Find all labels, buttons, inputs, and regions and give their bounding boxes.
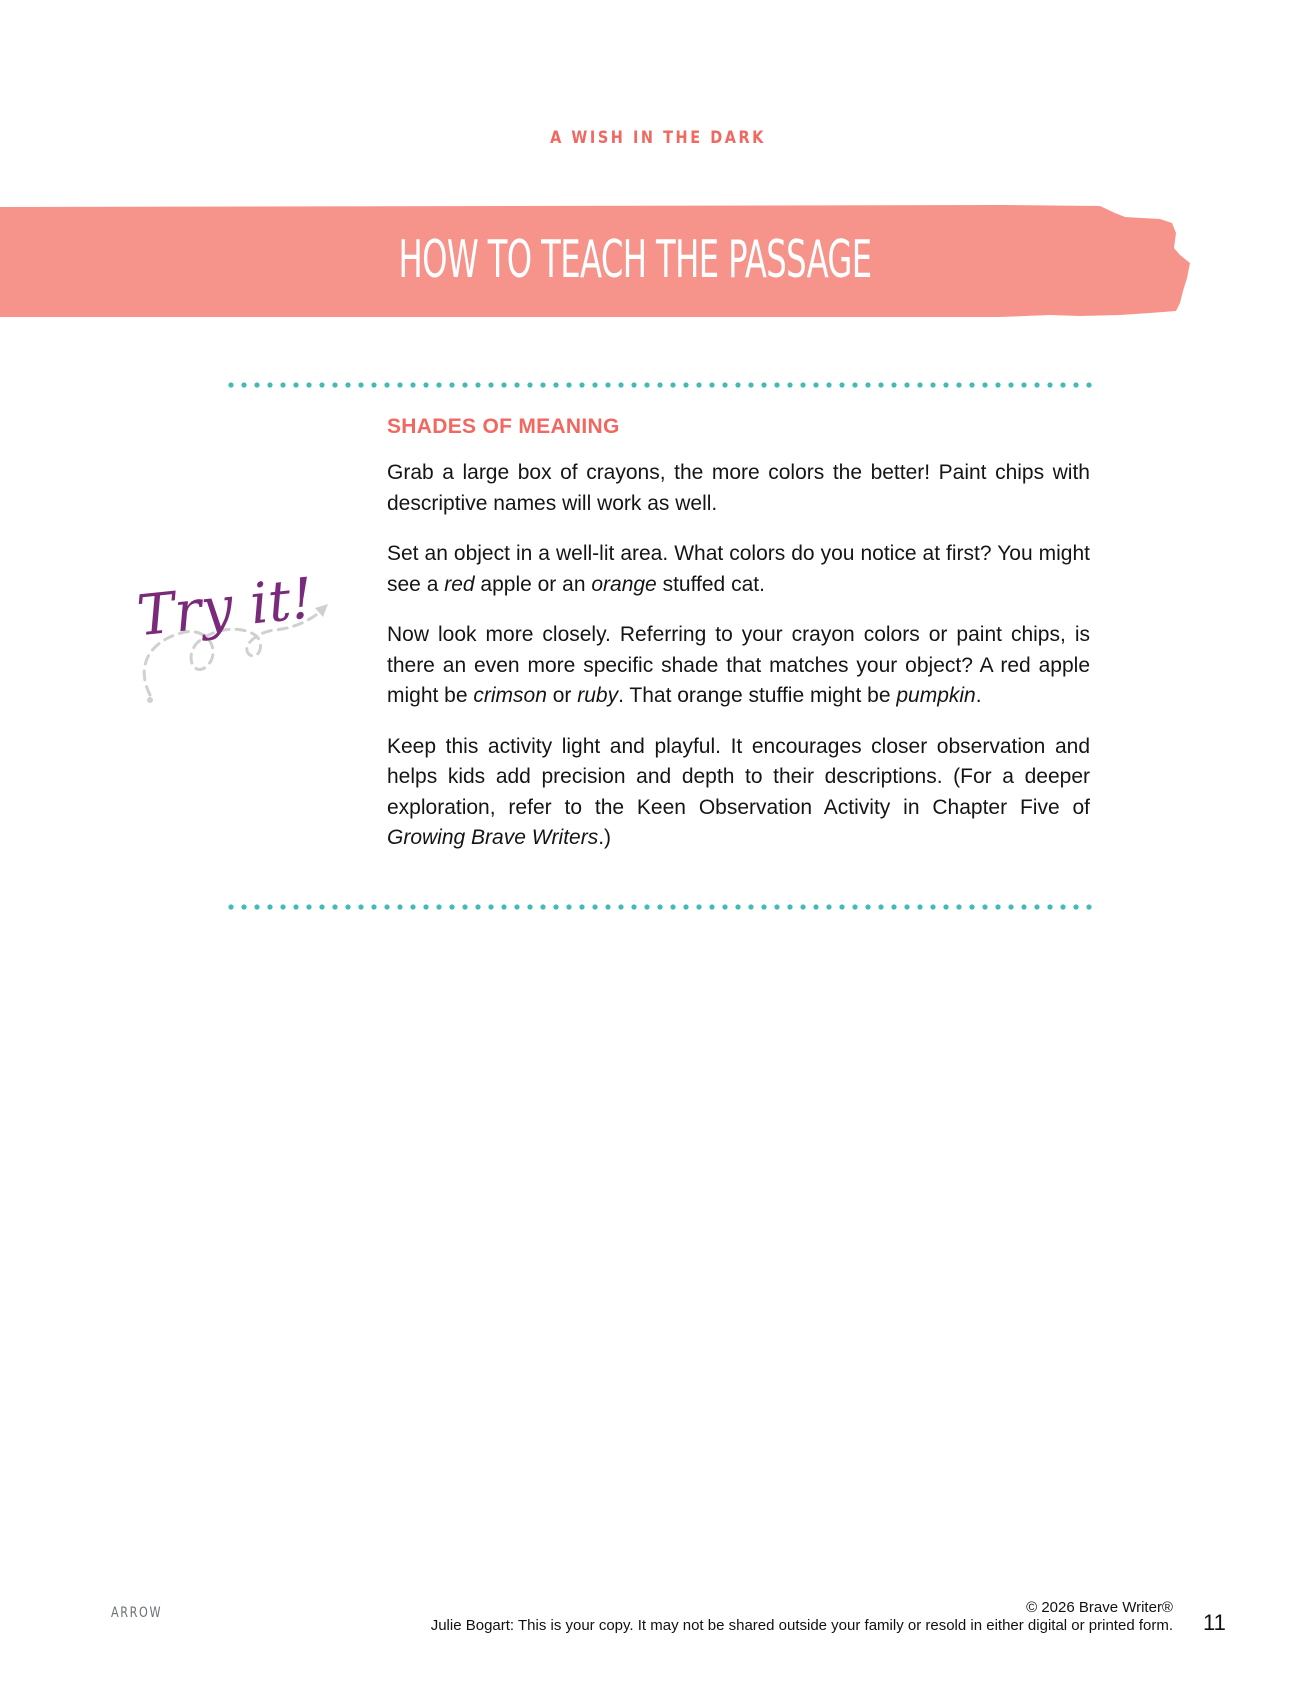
divider-dot xyxy=(267,382,272,387)
divider-dot xyxy=(800,904,805,909)
divider-dot xyxy=(618,904,623,909)
divider-dot xyxy=(293,904,298,909)
divider-dot xyxy=(397,904,402,909)
divider-dot xyxy=(670,904,675,909)
divider-dot xyxy=(735,904,740,909)
divider-dot xyxy=(553,382,558,387)
divider-dot xyxy=(826,382,831,387)
divider-dot xyxy=(319,382,324,387)
divider-dot xyxy=(1073,904,1078,909)
divider-dot xyxy=(254,382,259,387)
italic-term: red xyxy=(444,572,475,596)
divider-dot xyxy=(384,382,389,387)
divider-dot xyxy=(826,904,831,909)
divider-dot xyxy=(1034,382,1039,387)
divider-dot xyxy=(917,382,922,387)
divider-dot xyxy=(228,382,233,387)
divider-dot xyxy=(761,382,766,387)
divider-dot xyxy=(566,382,571,387)
divider-dot xyxy=(709,382,714,387)
divider-dot xyxy=(605,382,610,387)
divider-dot xyxy=(852,904,857,909)
divider-dot xyxy=(878,904,883,909)
divider-dot xyxy=(280,904,285,909)
divider-dot xyxy=(943,904,948,909)
divider-dot xyxy=(501,904,506,909)
divider-dot xyxy=(449,904,454,909)
banner-title: HOW TO TEACH THE PASSAGE xyxy=(398,230,872,290)
divider-dot xyxy=(371,382,376,387)
divider-dot xyxy=(228,904,233,909)
divider-dot xyxy=(1047,382,1052,387)
divider-dot xyxy=(787,382,792,387)
divider-dot xyxy=(631,904,636,909)
divider-dot xyxy=(514,382,519,387)
text-run: Set an object in a well-lit area. What colors do you notice at first? You might see a xyxy=(387,542,1090,596)
divider-dot xyxy=(618,382,623,387)
paragraph-4 xyxy=(387,732,1090,854)
divider-dot xyxy=(1008,904,1013,909)
italic-term: orange xyxy=(591,572,657,596)
divider-dot xyxy=(553,904,558,909)
divider-dot xyxy=(280,382,285,387)
divider-dot xyxy=(982,904,987,909)
divider-dot xyxy=(605,904,610,909)
divider-dot xyxy=(995,904,1000,909)
divider-dot xyxy=(592,382,597,387)
divider-dot xyxy=(995,382,1000,387)
try-it-text: Try it! xyxy=(133,570,317,650)
divider-dot xyxy=(839,904,844,909)
divider-dot xyxy=(969,904,974,909)
divider-dot xyxy=(319,904,324,909)
divider-dot xyxy=(722,904,727,909)
divider-dot xyxy=(904,904,909,909)
divider-dot xyxy=(631,382,636,387)
divider-dot xyxy=(904,382,909,387)
divider-dot xyxy=(956,904,961,909)
divider-dot xyxy=(410,382,415,387)
divider-dot xyxy=(241,904,246,909)
divider-dot xyxy=(787,904,792,909)
try-it-badge xyxy=(130,570,340,730)
divider-dot xyxy=(384,904,389,909)
paragraph-1 xyxy=(387,458,1090,519)
divider-dot xyxy=(865,382,870,387)
section-heading: SHADES OF MEANING xyxy=(387,415,620,438)
divider-dot xyxy=(657,904,662,909)
divider-dot xyxy=(1086,904,1091,909)
divider-dot xyxy=(878,382,883,387)
divider-dot xyxy=(683,382,688,387)
text-run: Grab a large box of crayons, the more colors the better! Paint chips with descriptive names will work as well. xyxy=(387,461,1090,515)
divider-dot xyxy=(930,382,935,387)
footer-copyright-block xyxy=(431,1599,1173,1635)
page-number: 11 xyxy=(1203,1610,1226,1635)
dotted-divider-top xyxy=(228,381,1092,389)
divider-dot xyxy=(579,904,584,909)
divider-dot xyxy=(254,904,259,909)
divider-dot xyxy=(761,904,766,909)
divider-dot xyxy=(527,382,532,387)
divider-dot xyxy=(670,382,675,387)
divider-dot xyxy=(306,904,311,909)
divider-dot xyxy=(722,382,727,387)
divider-dot xyxy=(397,382,402,387)
divider-dot xyxy=(488,382,493,387)
divider-dot xyxy=(1008,382,1013,387)
divider-dot xyxy=(527,904,532,909)
divider-dot xyxy=(696,382,701,387)
divider-dot xyxy=(462,382,467,387)
divider-dot xyxy=(696,904,701,909)
running-head: A WISH IN THE DARK xyxy=(550,128,766,148)
divider-dot xyxy=(644,382,649,387)
divider-dot xyxy=(241,382,246,387)
divider-dot xyxy=(267,904,272,909)
divider-dot xyxy=(1021,382,1026,387)
divider-dot xyxy=(358,904,363,909)
divider-dot xyxy=(748,904,753,909)
divider-dot xyxy=(1060,904,1065,909)
divider-dot xyxy=(982,382,987,387)
text-run: . xyxy=(975,684,982,707)
text-run: apple or an xyxy=(474,572,592,596)
divider-dot xyxy=(1086,382,1091,387)
divider-dot xyxy=(683,904,688,909)
divider-dot xyxy=(813,904,818,909)
text-run: stuffed cat. xyxy=(656,572,765,596)
copyright: © 2026 Brave Writer® xyxy=(1026,1599,1173,1616)
divider-dot xyxy=(748,382,753,387)
divider-dot xyxy=(579,382,584,387)
text-run: Now look more closely. Referring to your crayon colors or paint chips, is there an even more specific shade that matches your object? A red apple might be xyxy=(387,623,1090,707)
text-run: or xyxy=(546,684,578,707)
divider-dot xyxy=(644,904,649,909)
italic-term: crimson xyxy=(473,684,547,707)
divider-dot xyxy=(839,382,844,387)
divider-dot xyxy=(475,904,480,909)
divider-dot xyxy=(917,904,922,909)
divider-dot xyxy=(449,382,454,387)
callout-body xyxy=(387,458,1090,874)
footer-left-label: ARROW xyxy=(111,1605,163,1621)
dotted-rule xyxy=(228,381,1092,389)
divider-dot xyxy=(514,904,519,909)
divider-dot xyxy=(358,382,363,387)
divider-dot xyxy=(1047,904,1052,909)
divider-dot xyxy=(566,904,571,909)
italic-term: pumpkin xyxy=(896,684,976,707)
text-run: . That orange stuffie might be xyxy=(618,684,897,707)
divider-dot xyxy=(1034,904,1039,909)
divider-dot xyxy=(345,904,350,909)
divider-dot xyxy=(774,904,779,909)
arrow-tail-dot xyxy=(147,697,153,703)
divider-dot xyxy=(709,904,714,909)
divider-dot xyxy=(956,382,961,387)
divider-dot xyxy=(1021,904,1026,909)
divider-dot xyxy=(423,382,428,387)
try-it-graphic xyxy=(130,570,340,730)
divider-dot xyxy=(865,904,870,909)
paragraph-3 xyxy=(387,620,1090,712)
divider-dot xyxy=(774,382,779,387)
divider-dot xyxy=(813,382,818,387)
text-run: Keep this activity light and playful. It encourages closer observation and helps kids add precision and depth to their descriptions. (For a deeper exploration, refer to the Keen Observation Activity in Chapter Five of xyxy=(387,734,1090,819)
dotted-divider-bottom xyxy=(228,903,1092,911)
divider-dot xyxy=(371,904,376,909)
divider-dot xyxy=(891,382,896,387)
text-run: .) xyxy=(598,826,612,849)
divider-dot xyxy=(540,382,545,387)
dotted-rule xyxy=(228,903,1092,911)
divider-dot xyxy=(332,904,337,909)
divider-dot xyxy=(306,382,311,387)
divider-dot xyxy=(436,382,441,387)
divider-dot xyxy=(332,382,337,387)
divider-dot xyxy=(943,382,948,387)
divider-dot xyxy=(735,382,740,387)
divider-dot xyxy=(1060,382,1065,387)
divider-dot xyxy=(592,904,597,909)
italic-term: Growing Brave Writers xyxy=(387,826,599,849)
license-notice: Julie Bogart: This is your copy. It may not be shared outside your family or resold in either digital or printed form. xyxy=(430,1617,1173,1634)
divider-dot xyxy=(501,382,506,387)
divider-dot xyxy=(657,382,662,387)
divider-dot xyxy=(540,904,545,909)
divider-dot xyxy=(345,382,350,387)
divider-dot xyxy=(930,904,935,909)
divider-dot xyxy=(462,904,467,909)
divider-dot xyxy=(852,382,857,387)
divider-dot xyxy=(423,904,428,909)
divider-dot xyxy=(436,904,441,909)
divider-dot xyxy=(1073,382,1078,387)
paragraph-2 xyxy=(387,539,1090,600)
divider-dot xyxy=(488,904,493,909)
divider-dot xyxy=(969,382,974,387)
italic-term: ruby xyxy=(577,684,619,707)
divider-dot xyxy=(410,904,415,909)
divider-dot xyxy=(475,382,480,387)
divider-dot xyxy=(891,904,896,909)
divider-dot xyxy=(800,382,805,387)
divider-dot xyxy=(293,382,298,387)
